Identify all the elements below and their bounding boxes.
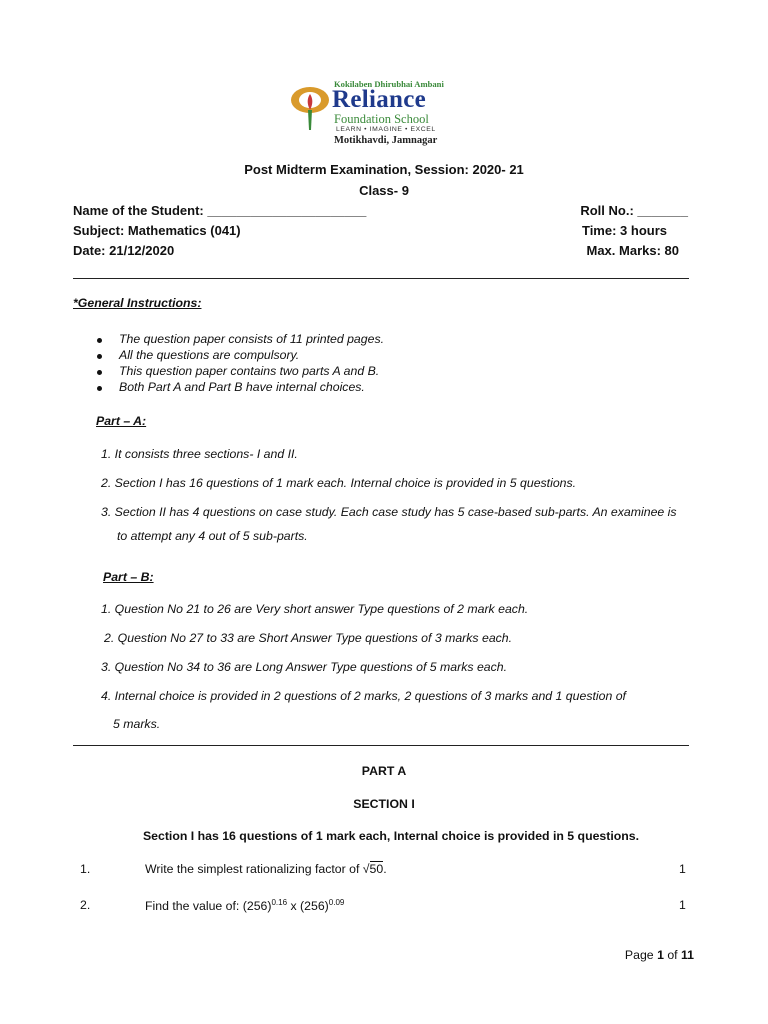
part-b-item: 3. Question No 34 to 36 are Long Answer Type questions of 5 marks each. — [101, 660, 508, 674]
instruction-item: All the questions are compulsory. — [119, 348, 300, 362]
part-b-item-continued: 5 marks. — [113, 717, 161, 731]
bullet-icon — [97, 370, 102, 375]
page-number: Page 1 of 11 — [624, 948, 694, 962]
logo-location: Motikhavdi, Jamnagar — [334, 135, 438, 146]
bullet-icon — [97, 338, 102, 343]
date-label: Date: 21/12/2020 — [73, 243, 175, 258]
part-a-item: 2. Section I has 16 questions of 1 mark each. Internal choice is provided in 5 questions. — [101, 476, 577, 490]
time-label: Time: 3 hours — [581, 223, 667, 238]
question-marks: 1 — [679, 862, 686, 876]
roll-no-field: Roll No.: _______ — [580, 203, 688, 218]
part-b-item: 1. Question No 21 to 26 are Very short answer Type questions of 2 mark each. — [101, 602, 529, 616]
exam-title: Post Midterm Examination, Session: 2020- 21 — [244, 162, 524, 177]
bullet-icon — [97, 354, 102, 359]
subject-label: Subject: Mathematics (041) — [73, 223, 241, 238]
question-number: 1. — [80, 862, 91, 876]
class-label: Class- 9 — [359, 183, 409, 198]
part-b-heading: Part – B: — [103, 570, 154, 584]
part-a-item: 3. Section II has 4 questions on case study. Each case study has 5 case-based sub-parts. An examinee is — [101, 505, 677, 519]
question-text: Find the value of: $(256)^{0.16}$ x $(256)^{0.09}$ — [145, 898, 345, 914]
logo-tagline: LEARN • IMAGINE • EXCEL — [336, 126, 436, 133]
general-instructions-heading: *General Instructions: — [73, 296, 202, 310]
question-text: Write the simplest rationalizing factor of √50. — [145, 862, 387, 876]
header-divider — [73, 278, 689, 279]
student-name-field: Name of the Student: ______________________ — [73, 203, 367, 218]
instruction-item: Both Part A and Part B have internal choices. — [119, 380, 365, 394]
part-b-item: 4. Internal choice is provided in 2 questions of 2 marks, 2 questions of 3 marks and 1 question of — [101, 689, 626, 703]
part-a-item: 1. It consists three sections- I and II. — [101, 447, 298, 461]
instructions-divider — [73, 745, 689, 746]
logo-top-text: Kokilaben Dhirubhai Ambani — [334, 79, 444, 89]
logo-main-text: Reliance — [332, 86, 427, 113]
part-a-heading: Part – A: — [96, 414, 147, 428]
question-number: 2. — [80, 898, 91, 912]
part-heading: PART A — [361, 764, 407, 778]
logo-sub-text: Foundation School — [334, 112, 429, 126]
radicand: 50 — [369, 862, 384, 876]
part-b-item: 2. Question No 27 to 33 are Short Answer Type questions of 3 marks each. — [104, 631, 513, 645]
instruction-item: The question paper consists of 11 printed pages. — [119, 332, 385, 346]
section-heading: SECTION I — [353, 797, 415, 811]
max-marks-label: Max. Marks: 80 — [586, 243, 679, 258]
flame-emblem-icon — [288, 84, 332, 134]
school-logo — [288, 78, 484, 148]
bullet-icon — [97, 386, 102, 391]
square-root-icon: √ — [362, 862, 370, 876]
question-marks: 1 — [679, 898, 686, 912]
section-note: Section I has 16 questions of 1 mark each, Internal choice is provided in 5 questions. — [142, 829, 640, 843]
instruction-item: This question paper contains two parts A and B. — [119, 364, 380, 378]
part-a-item-continued: to attempt any 4 out of 5 sub-parts. — [117, 529, 308, 543]
